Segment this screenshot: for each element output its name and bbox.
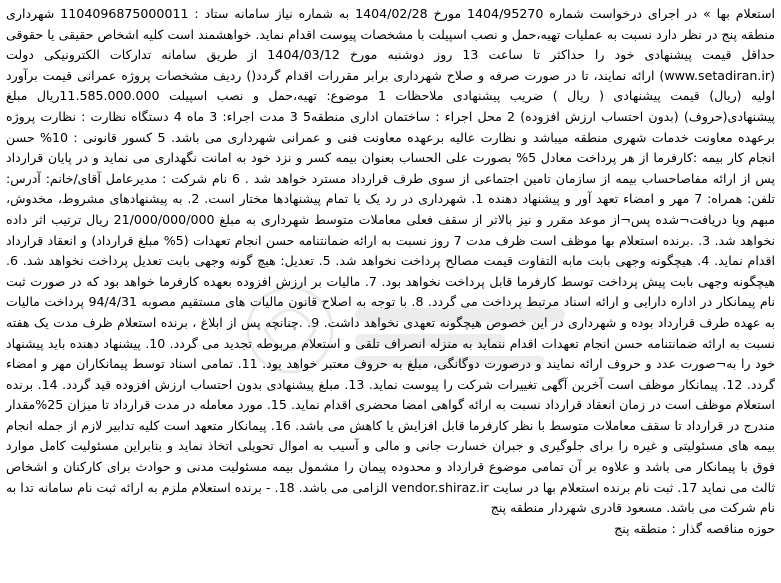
tender-authority-line: حوزه مناقصه گذار : منطقه پنج [614, 520, 775, 536]
announcement-body: استعلام بها » در اجرای درخواست شماره 1404/95270 مورخ 1404/02/28 به شماره نیاز سامانه ستاد : 1104096875000011 شهرداری منطقه پنج در نظر دارد نسبت به عملیات تهیه،حمل و نصب اسپیلت با مشخصات پیوست اقدام نماید. خواهشمند است کلیه اشخاص حقیقی یا حقوقی‌ حداقل قیمت پیشنهادی خود را حداکثر تا ساعت 13 روز دوشنبه مورخ 1404/03/12 از طریق سامانه تدارکات الکترونیکی دولت (www.setadiran.ir) ارائه نمایند، تا در صورت صرفه و صلاح شهرداری برابر مقررات اقدام گردد() ردیف مشخصات پروژه عمرانی قیمت برآورد اولیه (ریال) قیمت پیشنهادی ( ریال ) ضریب پیشنهادی ملاحظات 1 موضوع: تهیه،حمل و نصب اسپیلت 11.585.000.000ریال مبلغ پیشنهادی(حروف) (بدون احتساب ارزش افزوده) 2 محل اجراء : ساختمان اداری منطقه5 3 مدت اجراء: 3 ماه 4 دستگاه نظارت : نظارت پروژه برعهده معاونت خدمات شهری منطقه میباشد و نظارت عالیه برعهده معاونت فنی و عمرانی شهرداری می باشد. 5 کسور قانونی : 10% حسن انجام کار بیمه :کارفرما از هر پرداخت معادل 5% بصورت علی الحساب بعنوان بیمه کسر و نزد خود به امانت نگهداری می نماید و در پایان قرارداد پس از ارائه مفاصاحساب بیمه از سازمان تامین اجتماعی از سوی طرف قرارداد مسترد خواهد شد . 6 نام شرکت : مدیرعامل آقای/خانم: آدرس: تلفن: همراه: 7 مهر و امضاء تعهد آور و پیشنهاد دهنده 1. شهرداری در رد یک یا تمام پیشنهادها مختار است. 2. به پیشنهادهای مشروط، مخدوش، مبهم ویا دریافت¬شده پس¬از موعد مقرر و نیز بالاتر از سقف فعلی معاملات متوسط شهرداری به مبلغ 21/000/000/000 ریال ترتیب اثر داده نخواهد شد. 3. .برنده استعلام بها موظف است ظرف مدت 7 روز نسبت به ارائه ضمانتنامه حسن انجام تعهدات (5% مبلغ قرارداد) و انعقاد قرارداد اقدام نماید. 4. هیچگونه وجهی بابت مابه التفاوت قیمت مصالح پرداخت نخواهد شد. 5. تعدیل: هیچ گونه وجهی بابت تعدیل پرداخت نخواهد شد. 6. هیچگونه وجهی بابت پیش پرداخت توسط کارفرما قابل پرداخت نخواهد بود. 7. مالیات بر ارزش افزوده بعهده کارفرما خواهد بود که در صورت ثبت نام پیمانکار در اداره دارایی و ارائه اسناد مرتبط پرداخت می گردد. 8. با توجه به اصلاح قانون مالیات های مستقیم مصوبه 94/4/31 پرداخت مالیات به عهده طرف قرارداد بوده و شهرداری در این خصوص هیچگونه تعهدی نخواهد داشت. 9. .چنانچه پس از ابلاغ ، برنده استعلام ظرف مدت یک هفته نسبت به ارائه ضمانتنامه حسن انجام تعهدات اقدام ننماید به منزله انصراف تلقی و استعلام مربوطه تجدید می گردد. 10. پیشنهاد دهنده باید پیشنهاد خود را به¬صورت عدد و حروف ارائه نمایند و درصورت دوگانگی، مبلغ به حروف معتبر خواهد بود. 11. تمامی اسناد توسط پیمانکاران مهر و امضاء گردد. 12. پیمانکار موظف است آخرین آگهی تغییرات شرکت را پیوست نماید. 13. مبلغ پیشنهادی بدون احتساب ارزش افزوده قید گردد. 14. برنده استعلام موظف است در زمان انعقاد قرارداد نسبت به ارائه گواهی امضا محضری اقدام نماید. 15. مورد معامله در مدت قرارداد تا میزان 25%مقدار مندرج در قرارداد تا سقف معاملات متوسط با نظر کارفرما قابل افزایش یا کاهش می باشد. 16. پیمانکار متعهد است کلیه تدابیر لازم از جمله انجام بیمه های مسئولیتی و غیره را برای جلوگیری و جبران خسارت جانی و مالی و آسیب به اموال تحویلی اتخاذ نماید و بنابراین مسئولیت کامل موارد فوق با پیمانکار می باشد و علاوه بر آن تمامی موضوع قرارداد و محدوده پیمان را مشمول بیمه مسئولیت مدنی و حوادث برای کارکنان و اشخاص ثالث می نماید 17. ثبت نام برنده استعلام بها در سایت vendor.shiraz.ir الزامی می باشد. 18. - برنده استعلام ملزم به ارائه ثبت نام سامانه تدا به نام شرکت می باشد. مسعود قادری شهردار منطقه پنج [6, 6, 776, 516]
